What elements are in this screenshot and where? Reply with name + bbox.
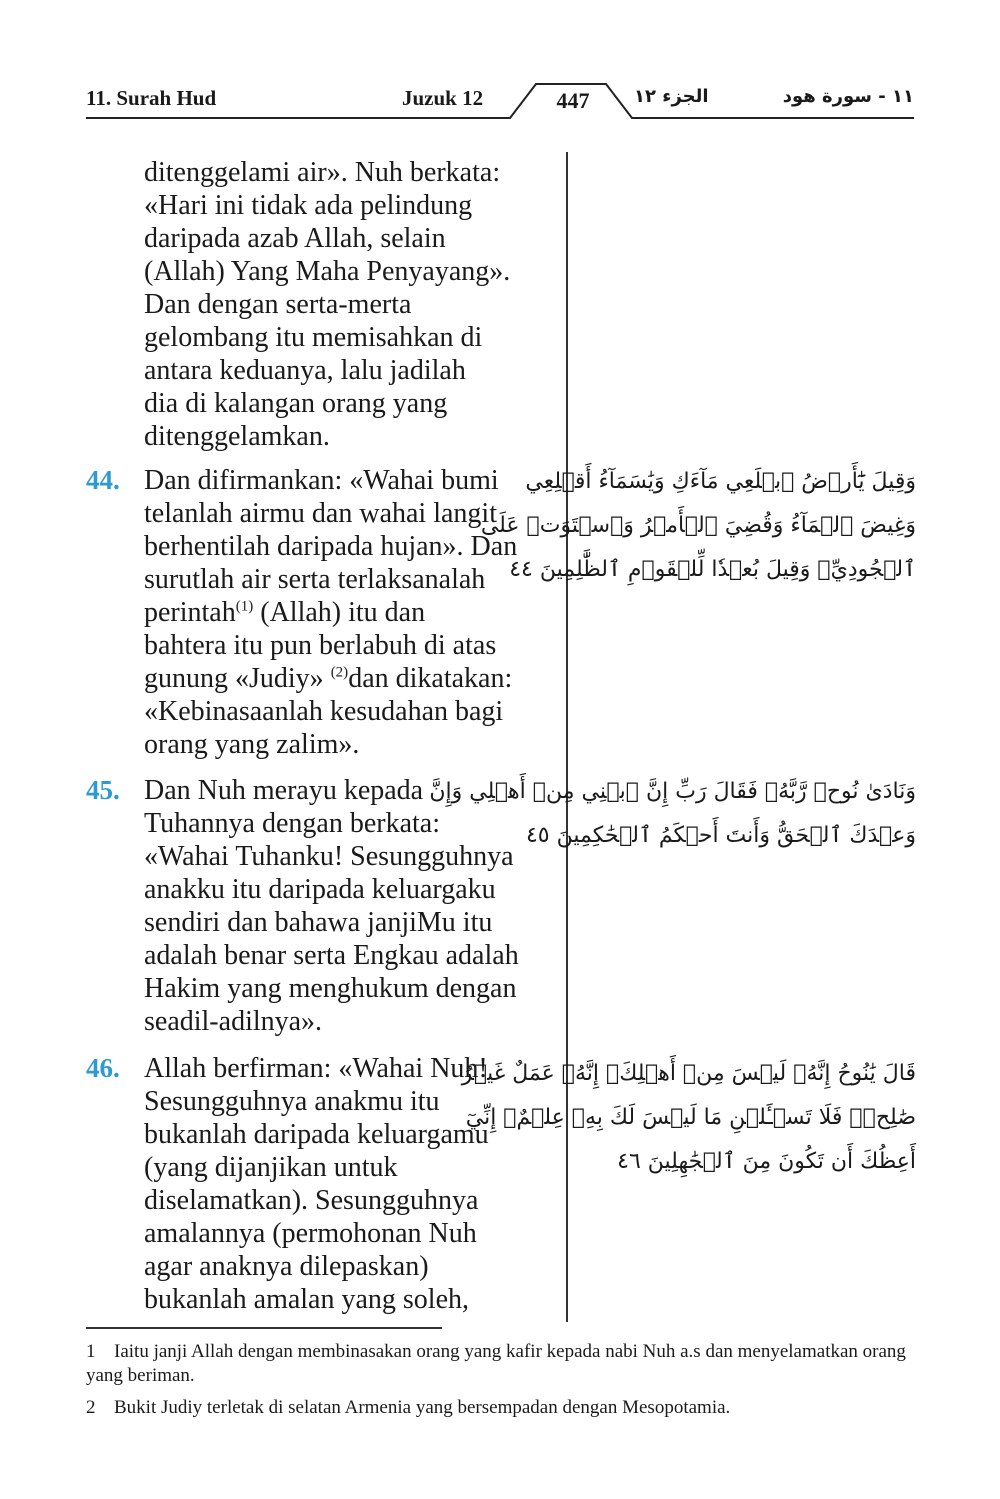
text-line: ditenggelami air». Nuh berkata: <box>144 157 501 188</box>
text-line: ditenggelamkan. <box>144 421 330 452</box>
text-line: orang yang zalim». <box>144 729 360 760</box>
text-fragment: (Allah) itu dan <box>253 597 426 628</box>
footnote-text: Iaitu janji Allah dengan membinasakan orang yang kafir kepada nabi Nuh a.s dan menyelamatkan orang yang beriman. <box>86 1341 906 1386</box>
text-line: bukanlah amalan yang soleh, <box>144 1284 470 1315</box>
header-juz-arabic: الجزء ١٢ <box>634 86 709 107</box>
text-fragment: perintah <box>144 597 236 628</box>
header-juz: Juzuk 12 <box>402 86 484 110</box>
arabic-line: ٱلۡجُودِيِّۖ وَقِيلَ بُعۡدٗا لِّلۡقَوۡمِ ٱلظَّٰلِمِينَ ٤٤ <box>509 557 916 582</box>
text-line: «Wahai Tuhanku! Sesungguhnya <box>144 841 514 872</box>
verse-45-arabic <box>429 770 916 858</box>
text-line: gelombang itu memisahkan di <box>144 322 483 353</box>
verse-46-arabic <box>461 1052 916 1184</box>
text-line: antara keduanya, lalu jadilah <box>144 355 466 386</box>
text-line: «Hari ini tidak ada pelindung <box>144 190 473 221</box>
text-line: diselamatkan). Sesungguhnya <box>144 1185 479 1216</box>
text-line: bahtera itu pun berlabuh di atas <box>144 630 497 661</box>
arabic-line: قَالَ يَٰنُوحُ إِنَّهُۥ لَيۡسَ مِنۡ أَهۡلِكَۖ إِنَّهُۥ عَمَلٌ غَيۡرُ <box>461 1061 916 1086</box>
header-surah-title: 11. Surah Hud <box>86 86 217 110</box>
footnote-ref-2[interactable]: (2) <box>330 664 349 681</box>
arabic-line: وَغِيضَ ٱلۡمَآءُ وَقُضِيَ ٱلۡأَمۡرُ وَٱسۡتَوَتۡ عَلَى <box>480 513 916 538</box>
header-surah-arabic: ١١ - سورة هود <box>782 86 914 107</box>
text-line: amalannya (permohonan Nuh <box>144 1218 477 1249</box>
verse-number-45: 45. <box>86 775 120 805</box>
text-line: (Allah) Yang Maha Penyayang». <box>144 256 511 287</box>
text-line: bukanlah daripada keluargamu <box>144 1119 489 1150</box>
arabic-line: وَقِيلَ يَٰٓأَرۡضُ ٱبۡلَعِي مَآءَكِ وَيَٰسَمَآءُ أَقۡلِعِي <box>525 469 916 494</box>
page-number: 447 <box>556 88 590 113</box>
arabic-line: أَعِظُكَ أَن تَكُونَ مِنَ ٱلۡجَٰهِلِينَ ٤٦ <box>617 1149 916 1174</box>
arabic-line: وَنَادَىٰ نُوحٞ رَّبَّهُۥ فَقَالَ رَبِّ إِنَّ ٱبۡنِي مِنۡ أَهۡلِي وَإِنَّ <box>429 779 916 804</box>
text-line: Allah berfirman: «Wahai Nuh! <box>144 1053 488 1084</box>
footnote-rule <box>86 1327 442 1329</box>
footnote-number: 2 <box>86 1397 96 1418</box>
text-line: adalah benar serta Engkau adalah <box>144 940 519 971</box>
text-line: anakku itu daripada keluargaku <box>144 874 496 905</box>
text-line: agar anaknya dilepaskan) <box>144 1251 429 1282</box>
text-line <box>144 662 554 695</box>
text-fragment: dan dikatakan: <box>348 663 513 694</box>
text-line: seadil-adilnya». <box>144 1006 323 1037</box>
text-line: (yang dijanjikan untuk <box>144 1152 398 1183</box>
footnote-2 <box>86 1396 914 1420</box>
continuation-paragraph <box>144 156 554 453</box>
text-fragment: gunung «Judiy» <box>144 663 331 694</box>
verse-number-44: 44. <box>86 465 120 495</box>
text-line: dia di kalangan orang yang <box>144 388 448 419</box>
arabic-line: وَعۡدَكَ ٱلۡحَقُّ وَأَنتَ أَحۡكَمُ ٱلۡحَٰكِمِينَ ٤٥ <box>525 823 916 848</box>
text-line: «Kebinasaanlah kesudahan bagi <box>144 696 504 727</box>
footnote-1 <box>86 1340 914 1388</box>
text-line: Hakim yang menghukum dengan <box>144 973 517 1004</box>
arabic-line: صَٰلِحٖۖ فَلَا تَسۡـَٔلۡنِ مَا لَيۡسَ لَكَ بِهِۦ عِلۡمٌۖ إِنِّيٓ <box>465 1105 916 1130</box>
text-line <box>144 596 554 629</box>
footnote-text: Bukit Judiy terletak di selatan Armenia yang bersempadan dengan Mesopotamia. <box>114 1397 731 1418</box>
footnote-ref-1[interactable]: (1) <box>235 598 254 615</box>
column-divider <box>566 152 568 1322</box>
page-header <box>86 80 914 120</box>
text-line: Dan dengan serta-merta <box>144 289 412 320</box>
text-line: Sesungguhnya anakmu itu <box>144 1086 440 1117</box>
text-line: telanlah airmu dan wahai langit <box>144 498 497 529</box>
text-line: berhentilah daripada hujan». Dan <box>144 531 518 562</box>
footnote-number: 1 <box>86 1341 96 1362</box>
text-line: surutlah air serta terlaksanalah <box>144 564 486 595</box>
text-line: sendiri dan bahawa janjiMu itu <box>144 907 493 938</box>
text-line: daripada azab Allah, selain <box>144 223 446 254</box>
verse-number-46: 46. <box>86 1053 120 1083</box>
text-line: Dan difirmankan: «Wahai bumi <box>144 465 499 496</box>
text-line: Dan Nuh merayu kepada <box>144 775 424 806</box>
verse-44-arabic <box>480 460 916 592</box>
text-line: Tuhannya dengan berkata: <box>144 808 440 839</box>
